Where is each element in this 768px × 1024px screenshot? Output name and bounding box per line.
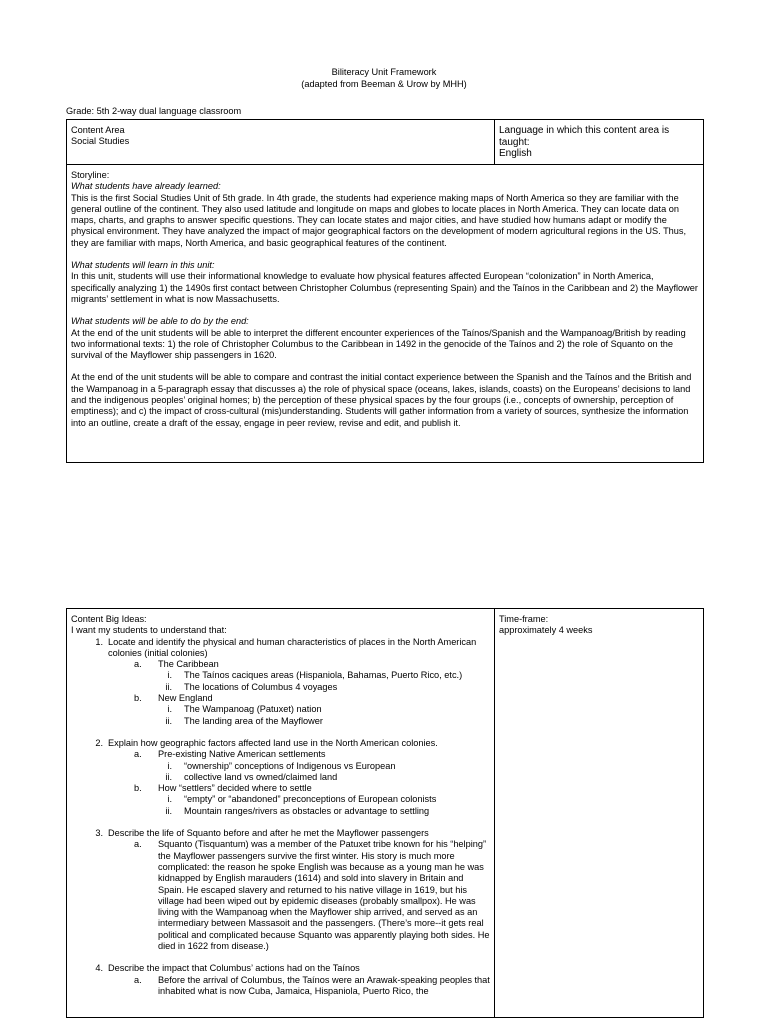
able-text-2: At the end of the unit students will be able to compare and contrast the initial contact experience between the Spanish and the Taínos and the British and the Wampanoag in a 5-paragraph essay that discusses a) the role of physical space (oceans, lakes, islands, coasts) on the Europeans’ decisions to land and the indigenous peoples’ original homes; b) the perception of these physical spaces by the four groups (i.e., concepts of ownership, perception of emptiness); and c) the impact of cross-cultural (mis)understanding. Students will gather information from a variety of sources, synthesize the information into an outline, create a draft of the essay, engage in peer review, revise and edit, and publish it.	[71, 372, 692, 428]
big-idea-item-text: Describe the impact that Columbus’ actions had on the Taínos	[108, 963, 360, 974]
big-idea-subitem	[108, 659, 490, 670]
big-idea-detail-number: ii.	[165, 681, 172, 692]
big-idea-subitem-text: New England	[158, 693, 213, 704]
big-idea-detail	[150, 704, 490, 715]
big-idea-subitem-number: b.	[134, 783, 142, 794]
timeframe-value: approximately 4 weeks	[499, 625, 593, 636]
able-text-1: At the end of the unit students will be able to interpret the different encounter experiences of the Taínos/Spanish and the Wampanoag/British by reading two informational texts: 1) the role of Christopher Columbus to the Caribbean in 1492 in the genocide of the Taínos and 2) the role of Squanto on the survival of the Mayflower ship passengers in 1620.	[71, 327, 686, 361]
big-idea-item	[71, 828, 490, 839]
big-idea-item	[71, 738, 490, 749]
big-idea-subitem-number: a.	[134, 659, 142, 670]
big-idea-subitem-text: How “settlers” decided where to settle	[158, 783, 312, 794]
big-idea-detail-text: Mountain ranges/rivers as obstacles or advantage to settling	[184, 805, 430, 816]
big-idea-item-number: 3.	[95, 828, 103, 839]
big-idea-subitem-number: b.	[134, 693, 142, 704]
big-idea-detail	[150, 794, 490, 805]
big-idea-detail	[150, 806, 490, 817]
big-idea-detail-text: The locations of Columbus 4 voyages	[184, 681, 338, 692]
big-idea-item	[71, 637, 490, 660]
big-idea-detail	[150, 682, 490, 693]
document-title: Biliteracy Unit Framework	[331, 67, 437, 77]
big-idea-detail	[150, 761, 490, 772]
language-cell	[495, 120, 704, 165]
big-idea-subitem-text: Pre-existing Native American settlements	[158, 749, 326, 760]
big-idea-detail-text: The landing area of the Mayflower	[184, 715, 323, 726]
storyline-cell	[67, 165, 704, 463]
big-idea-subitem	[108, 783, 490, 794]
big-ideas-label: Content Big Ideas:	[71, 614, 147, 624]
big-idea-detail-text: The Taínos caciques areas (Hispaniola, Bahamas, Puerto Rico, etc.)	[184, 670, 463, 681]
big-idea-detail-number: i.	[167, 670, 172, 681]
big-idea-detail-number: i.	[167, 760, 172, 771]
big-idea-subitem-number: a.	[134, 749, 142, 760]
document-subtitle: (adapted from Beeman & Urow by MHH)	[301, 79, 467, 89]
big-ideas-cell	[67, 609, 495, 1018]
big-idea-item-number: 1.	[95, 636, 103, 647]
big-idea-item	[71, 963, 490, 974]
language-label: Language in which this content area is taught:	[499, 125, 670, 148]
big-idea-subitem	[108, 749, 490, 760]
will-learn-text: In this unit, students will use their informational knowledge to evaluate how physical features affected European “colonization” in North America, specifically analyzing 1) the 1490s first contact between Christopher Columbus (representing Spain) and the Taínos in the Caribbean and 2) the Mayflower migrants’ settlement in what is now Massachusetts.	[71, 271, 698, 304]
language-value: English	[499, 148, 532, 159]
timeframe-label: Time-frame:	[499, 614, 549, 624]
big-idea-detail-number: ii.	[165, 805, 172, 816]
storyline-label: Storyline:	[71, 170, 110, 180]
timeframe-cell	[495, 609, 704, 1018]
big-idea-detail-text: The Wampanoag (Patuxet) nation	[184, 704, 322, 715]
big-idea-detail-number: ii.	[165, 715, 172, 726]
big-idea-item-text: Describe the life of Squanto before and after he met the Mayflower passengers	[108, 828, 429, 839]
big-idea-subitem-number: a.	[134, 839, 142, 850]
grade-line: Grade: 5th 2-way dual language classroom	[66, 106, 242, 116]
big-idea-detail-number: i.	[167, 704, 172, 715]
big-idea-detail-number: ii.	[165, 771, 172, 782]
able-heading: What students will be able to do by the end:	[71, 316, 249, 327]
big-ideas-table	[66, 608, 704, 1018]
big-idea-subitem	[108, 693, 490, 704]
big-idea-subitem	[108, 839, 490, 952]
big-idea-detail-number: i.	[167, 794, 172, 805]
big-idea-detail	[150, 772, 490, 783]
big-ideas-intro: I want my students to understand that:	[71, 625, 227, 636]
big-idea-detail	[150, 716, 490, 727]
content-area-label: Content Area	[71, 125, 125, 135]
big-idea-detail-text: “ownership” conceptions of Indigenous vs European	[184, 760, 396, 771]
big-idea-item-text: Locate and identify the physical and human characteristics of places in the North American colonies (initial colonies)	[108, 636, 477, 658]
big-ideas-list	[71, 637, 490, 998]
big-idea-item-number: 2.	[95, 737, 103, 748]
big-idea-item-number: 4.	[95, 963, 103, 974]
learned-heading: What students have already learned:	[71, 181, 221, 192]
big-idea-item-text: Explain how geographic factors affected land use in the North American colonies.	[108, 737, 438, 748]
content-area-cell	[67, 120, 495, 165]
big-idea-subitem-text: Before the arrival of Columbus, the Taínos were an Arawak-speaking peoples that inhabited what is now Cuba, Jamaica, Hispaniola, Puerto Rico, the	[158, 974, 490, 996]
content-area-value: Social Studies	[71, 136, 130, 147]
learned-text: This is the first Social Studies Unit of 5th grade. In 4th grade, the students had experience making maps of North America so they are familiar with the general outline of the continent. They also used latitude and longitude on maps and globes to locate places in North America. They can locate data on maps, charts, and graphs to answer specific questions. They can locate states and major cities, and have studied how humans adapt or modify the physical environment. They have analyzed the impact of major geographical factors on the development of modern agricultural regions in the US. Thus, they are familiar with maps, North America, and basic geographical features of the continent.	[71, 192, 687, 248]
will-learn-heading: What students will learn in this unit:	[71, 260, 215, 271]
big-idea-subitem	[108, 975, 490, 998]
big-idea-subitem-text: The Caribbean	[158, 659, 219, 670]
big-idea-detail-text: collective land vs owned/claimed land	[184, 771, 338, 782]
content-area-table	[66, 119, 704, 463]
big-idea-subitem-number: a.	[134, 974, 142, 985]
big-idea-detail-text: “empty” or “abandoned” preconceptions of European colonists	[184, 794, 437, 805]
big-idea-detail	[150, 670, 490, 681]
big-idea-subitem-text: Squanto (Tisquantum) was a member of the Patuxet tribe known for his “helping” the Mayflower passengers survive the first winter. His story is much more complicated: the reason he spoke English was because as a young man he was kidnapped by English marauders (1614) and sold into slavery in Britain and Spain. He escaped slavery and returned to his native village in 1619, but his village had been wiped out by epidemic diseases (probably smallpox). He was living with the Wampanoag when the Mayflower ship arrived, and served as an intermediary between Massasoit and the passengers. (There’s more--it gets real political and complicated because Squanto was apparently playing both sides. He died in 1622 from disease.)	[158, 839, 490, 952]
